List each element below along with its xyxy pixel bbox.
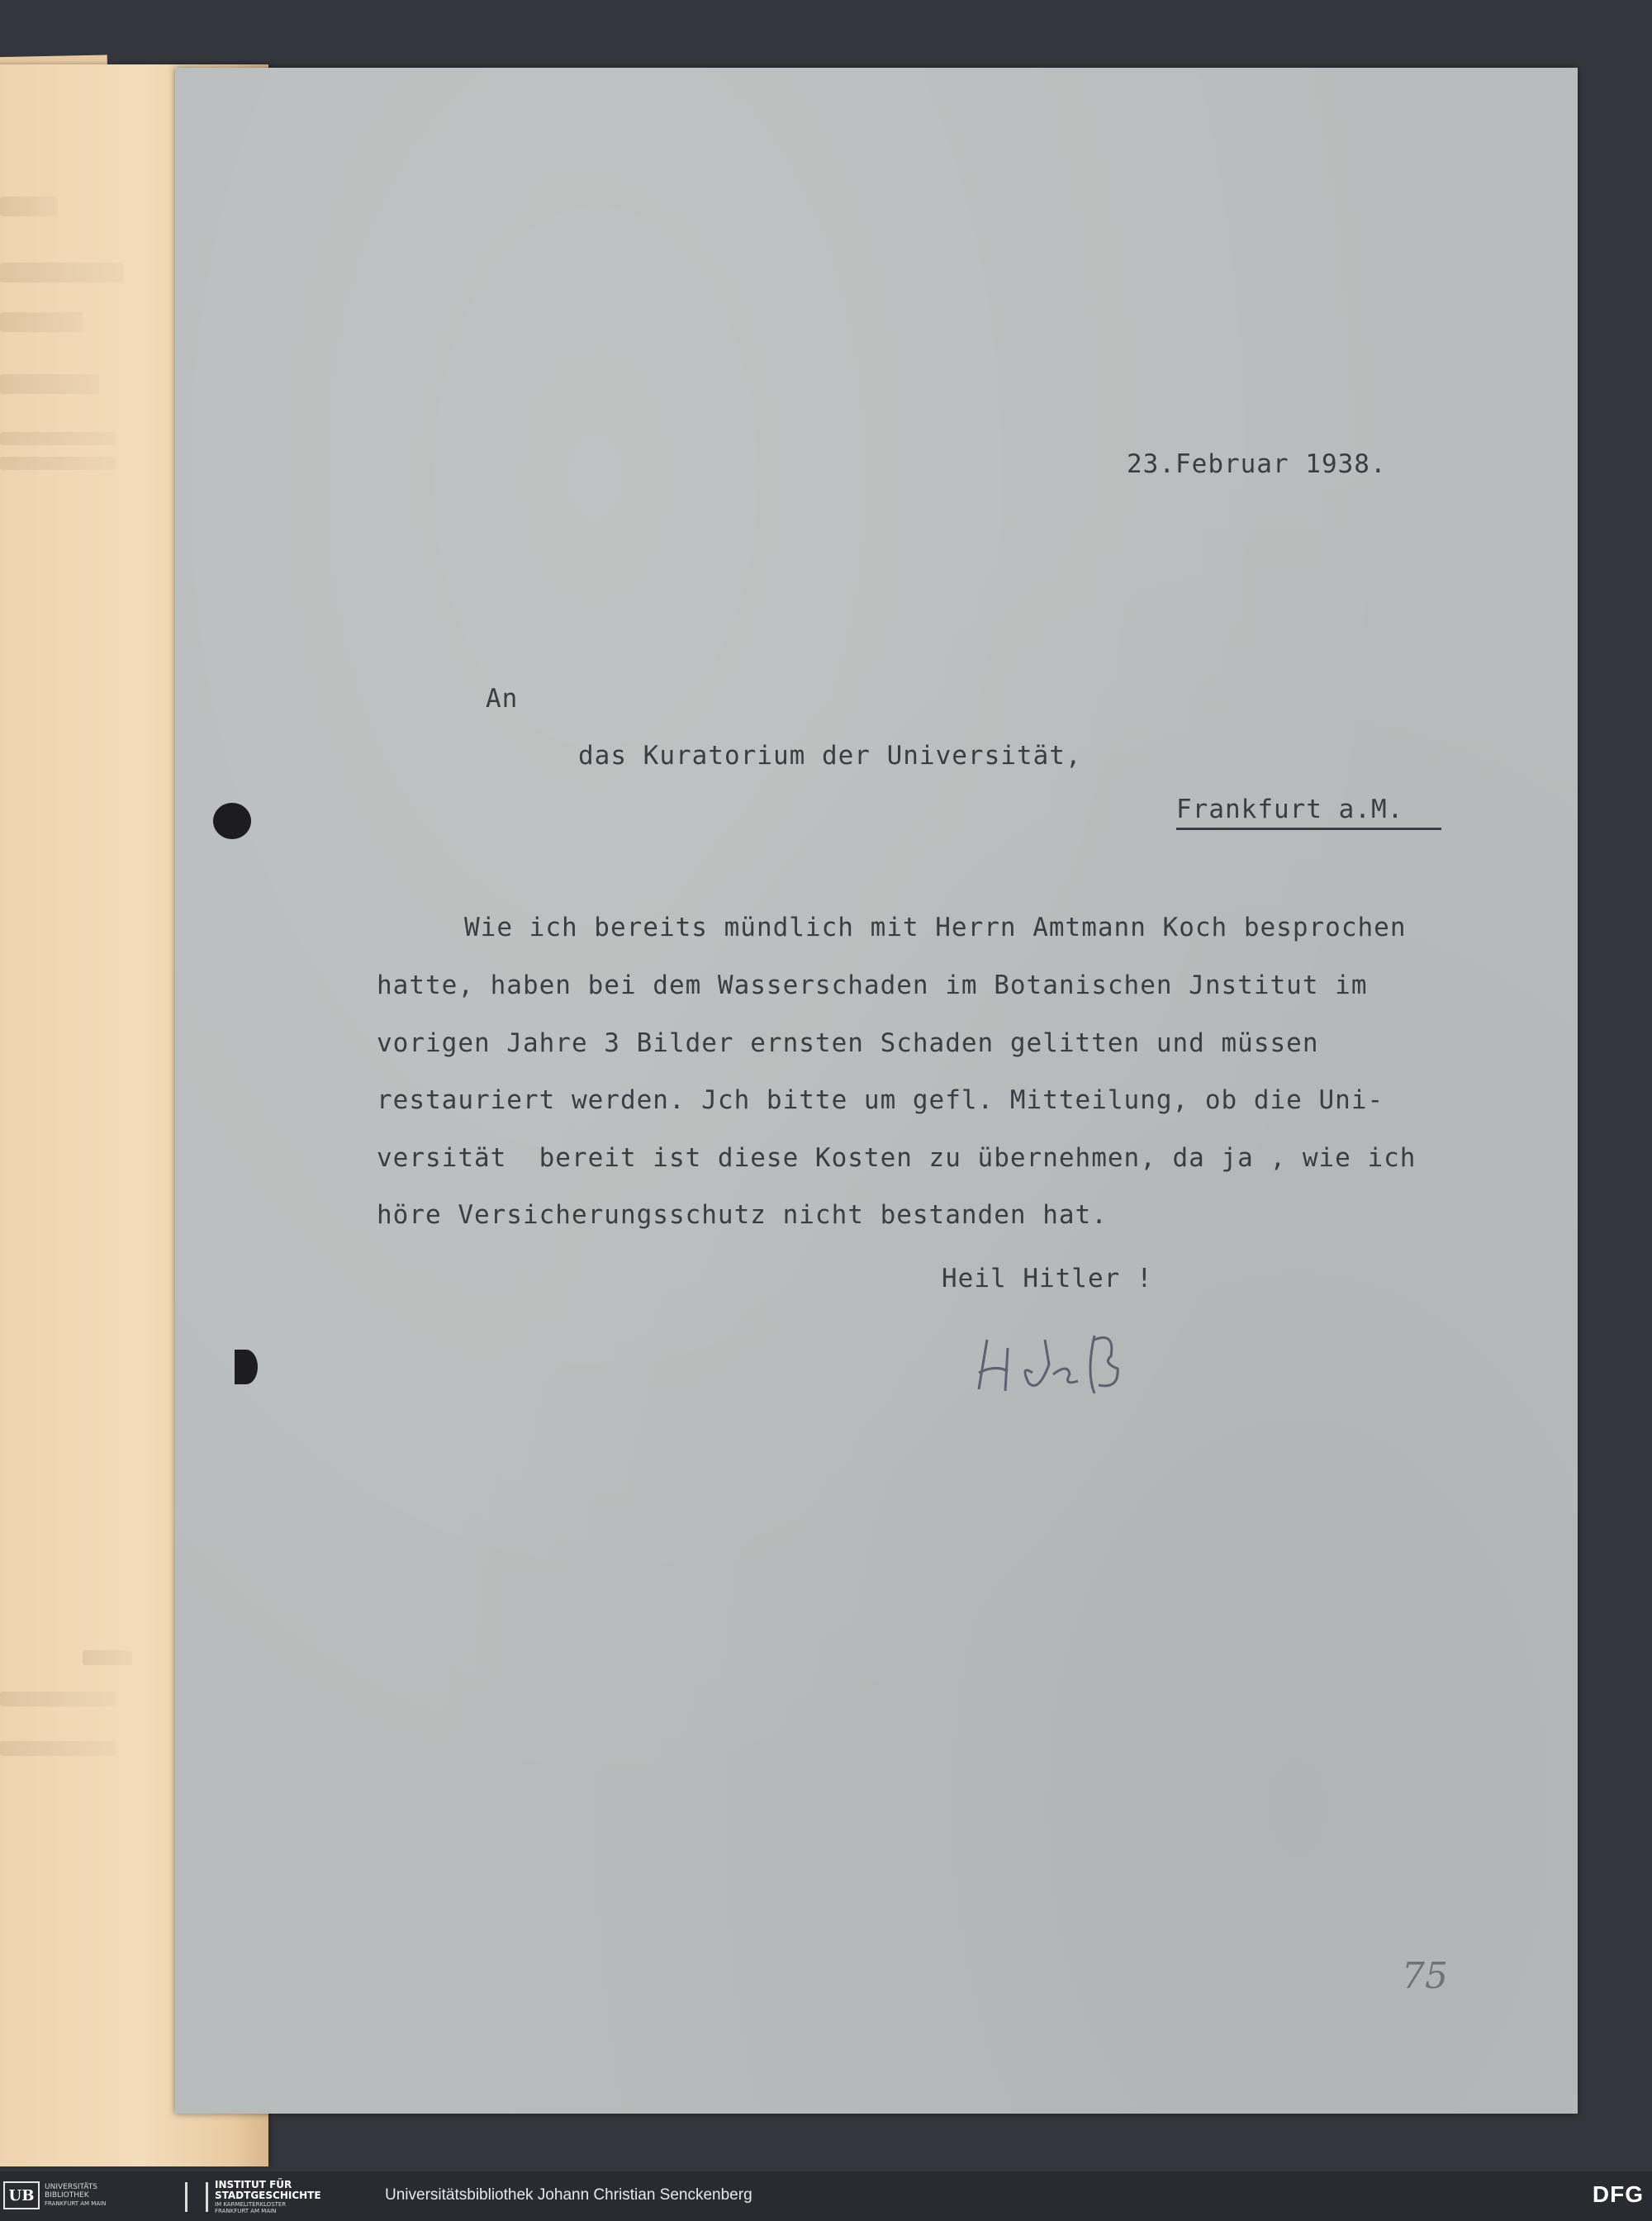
- faded-text: [0, 374, 99, 394]
- letter-date: 23.Februar 1938.: [1127, 449, 1387, 479]
- punch-hole: [235, 1350, 258, 1384]
- salutation-to: An: [486, 684, 519, 714]
- faded-text: [0, 263, 124, 282]
- body-line: Wie ich bereits mündlich mit Herrn Amtmann Koch besprochen: [464, 913, 1407, 942]
- faded-text: [83, 1650, 132, 1665]
- recipient-city: Frankfurt a.M.: [1176, 795, 1441, 830]
- faded-text: [0, 197, 58, 216]
- faded-text: [0, 1741, 116, 1756]
- isg-logo: [185, 2180, 321, 2214]
- recipient: das Kuratorium der Universität,: [578, 741, 1082, 771]
- isg-logo-mark: [185, 2182, 208, 2212]
- ub-logo: [3, 2181, 106, 2209]
- faded-text: [0, 1692, 116, 1706]
- page-number: 75: [1402, 1955, 1448, 1997]
- body-line: höre Versicherungsschutz nicht bestanden hat.: [377, 1200, 1108, 1230]
- handwritten-signature: [971, 1323, 1161, 1398]
- ub-logo-mark: UB: [3, 2181, 40, 2209]
- faded-text: [0, 312, 83, 332]
- isg-logo-text: INSTITUT FÜR STADTGESCHICHTE IM KARMELITERKLOSTER FRANKFURT AM MAIN: [215, 2179, 321, 2214]
- faded-text: [0, 432, 116, 445]
- footer-credit: Universitätsbibliothek Johann Christian Senckenberg: [385, 2186, 752, 2204]
- body-line: vorigen Jahre 3 Bilder ernsten Schaden gelitten und müssen: [377, 1028, 1319, 1058]
- faded-text: [0, 457, 116, 470]
- letter-sheet: [175, 68, 1578, 2114]
- body-line: versität bereit ist diese Kosten zu übernehmen, da ja , wie ich: [377, 1143, 1417, 1173]
- footer-bar: [0, 2171, 1652, 2221]
- body-line: restauriert werden. Jch bitte um gefl. Mitteilung, ob die Uni-: [377, 1085, 1384, 1115]
- dfg-logo: DFG: [1592, 2181, 1644, 2207]
- body-line: hatte, haben bei dem Wasserschaden im Botanischen Jnstitut im: [377, 971, 1368, 1000]
- ub-logo-text: UNIVERSITÄTS BIBLIOTHEK FRANKFURT AM MAIN: [45, 2183, 107, 2207]
- closing: Heil Hitler !: [942, 1264, 1153, 1293]
- punch-hole: [213, 803, 251, 839]
